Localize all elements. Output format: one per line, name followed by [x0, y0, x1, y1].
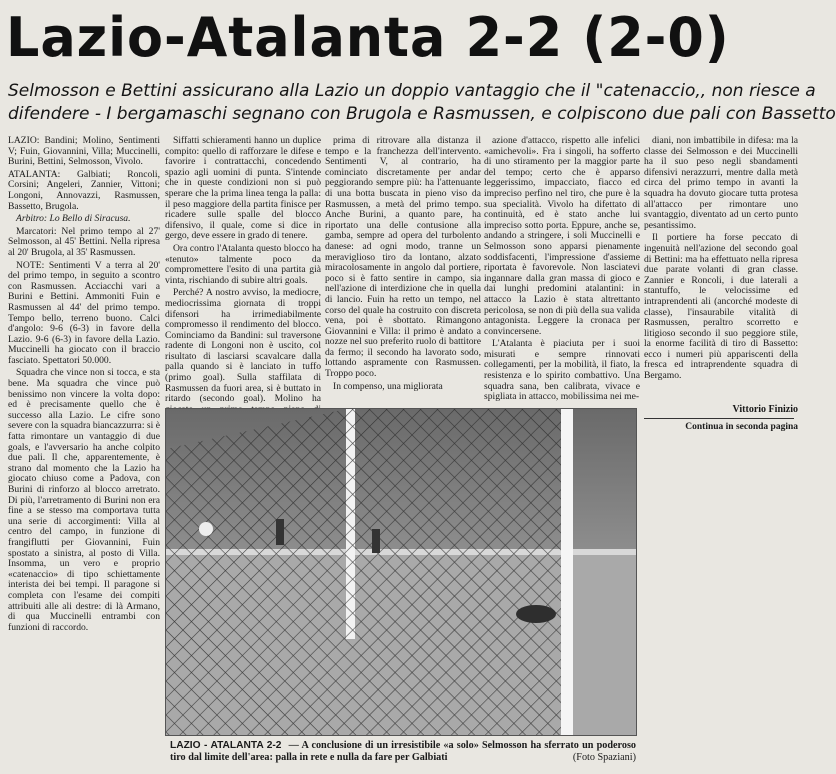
scorers: Marcatori: Nel primo tempo al 27' Selmosson, al 45' Bettini. Nella ripresa al 20' Brugola, al 35' Rasmussen.: [8, 225, 160, 258]
caption-text: — A conclusione di un irresistibile «a solo» Selmosson ha sferrato un poderoso tiro dal limite dell'area: palla in rete e nulla da fare per Galbiati: [170, 740, 637, 763]
match-notes: NOTE: Sentimenti V a terra al 20' del primo tempo, in seguito a scontro con Rasmussen. Acciacchi vari a Burini e Bettini. Ammoniti Fuin e Rasmussen al 44' del primo tempo. Tempo bello, terreno buono. Calci d'angolo: 9-6 (6-3) in favore della Lazio. 9-6 (6-3) in favore della Lazio. Muccinelli ha giocato con il braccio fasciato. Spettatori 50.000.: [8, 259, 160, 366]
article-paragraph: diani, non imbattibile in difesa: ma la classe dei Selmosson e dei Muccinelli ha il suo peso negli sbandamenti difensivi nerazzurri, mentre dalla metà circa del primo tempo in avanti la squadra ha dovuto giocare tutta protesa all'attacco per rimontare uno svantaggio, diventato ad un certo punto pesantissimo.: [644, 135, 798, 231]
article-paragraph: Squadra che vince non si tocca, e sta bene. Ma squadra che vince può benissimo non vincere la volta dopo: ed è precisamente quello che è successo alla Lazio. Le cifre sono severe con la squadra biancazzurra: si è fatta rimontare un vantaggio di due goals, e l'avversario ha anche colpito due pali. Il che, apparentemente, è strano dal momento che la Lazio ha giocato chiuso come a Padova, con Burini di rinforzo al blocco arretrato. Di più, l'arretramento di Burini non era fine a se stesso ma comportava tutta una serie di accorgimenti: Villa al centro del campo, in funzione di frangiflutti per Giovannini, Fuin spostato a sinistra, al posto di Villa. Insomma, un vero e proprio «catenaccio» di tipo schiettamente interista dei bei tempi. Il paragone si completa con l'esame dei compiti attribuiti alle ali destre: di là Armano, di qua Muccinelli entrambi con funzioni di raccordo.: [8, 367, 160, 633]
article-column-1: [8, 135, 160, 633]
article-paragraph: L'Atalanta è piaciuta per i suoi misurati e sempre rinnovati collegamenti, per la mobilità, il fiato, la resistenza e lo spirito combattivo. Una squadra sana, ben calibrata, vivace e spigliata in attacco, mobilissima nei me-: [484, 338, 640, 403]
article-paragraph: Siffatti schieramenti hanno un duplice compito: quello di rafforzare le difese e favorire i contrattacchi, concedendo spazio agli uomini di punta. S'intende che in queste condizioni non si può sperare che la prima linea tenga la palla: il peso maggiore della partita finisce per ricadere sulle spalle del blocco difensivo, il quale, come si dice in gergo, deve essere in grado di tenere.: [165, 135, 321, 242]
continued-note: Continua in seconda pagina: [685, 422, 798, 432]
ball-icon: [199, 522, 213, 536]
subheadline-line-2: difendere - I bergamaschi segnano con Brugola e Rasmussen, e colpiscono due pali con Bassetto: [8, 104, 836, 124]
article-paragraph: In compenso, una migliorata: [333, 380, 443, 392]
goal-net: [166, 409, 561, 735]
subheadline-line-1: Selmosson e Bettini assicurano alla Lazio un doppio vantaggio che il "catenaccio,, non riesce a: [8, 81, 816, 101]
lineup-atalanta: ATALANTA: Galbiati; Roncoli, Corsini; Angeleri, Zannier, Vittoni; Longoni, Annovazzi, Rasmussen, Bassetto, Brugola.: [8, 168, 160, 212]
player: [276, 519, 284, 545]
goalkeeper: [516, 605, 556, 623]
photo-caption: [170, 740, 636, 764]
player: [372, 529, 380, 553]
subheadline: [8, 80, 836, 132]
article-paragraph: Perché? A nostro avviso, la mediocre, mediocrissima giornata di troppi difensori ha irrimediabilmente compromesso il rendimento del blocco. Cominciamo da Bandini: sul traversone radente di Longoni non è uscito, col risultato di lasciarsi scavalcare dalla palla quando si è lanciato in tuffo (primo goal). Sulla staffilata di Rasmussen da fuori area, si è buttato in ritardo (secondo goal). Molino ha: [165, 287, 321, 405]
goal-scene-illustration: [166, 409, 636, 735]
photo-credit: (Foto Spaziani): [572, 752, 636, 763]
goal-post: [561, 409, 573, 735]
article-paragraph: azione d'attacco, rispetto alle infelici «amichevoli». Fra i singoli, ha sofferto di uno stiramento per la maggior parte del tempo; certo che è apparso leggerissimo, impacciato, fiacco ed impreciso perfino nel tiro, che pure è la sua specialità. Vivolo ha difettato di continuità, ed è stato anche lui impreciso sotto porta. Eppure, anche se, andando a stringere, i soli Muccinelli e Selmosson sono apparsi pienamente soddisfacenti, l'impressione d'assieme riportata è favorevole. Non lasciatevi ingannare dalla gran massa di gioco e dai lunghi predomini atalantini: in attacco la Lazio è stata altrettanto pericolosa, se non di più della sua valida antagonista. Leggere la cronaca per convincersene.: [484, 135, 640, 337]
headline: Lazio-Atalanta 2-2 (2-0): [6, 6, 730, 69]
article-column-4: [484, 136, 640, 404]
article-column-2: [165, 136, 321, 404]
referee: Arbitro: Lo Bello di Siracusa.: [16, 213, 131, 225]
divider: [644, 418, 794, 419]
article-column-5: [644, 136, 798, 404]
byline: Vittorio Finizio: [732, 404, 798, 415]
caption-title: LAZIO - ATALANTA 2-2: [170, 740, 282, 751]
article-column-3: [325, 136, 481, 404]
article-paragraph: prima di ritrovare alla distanza il tempo e la franchezza dell'intervento. Sentimenti V, al contrario, ha cominciato discretamente per andar peggiorando sempre più: ha l'attenuante di una botta buscata in pieno viso da Rasmussen, a metà del primo tempo. Anche Burini, a quanto pare, ha riportato una delle contusione alla gamba, sempre ad opera del turbolento danese: ad ogni modo, tranne un meraviglioso tiro da lontano, alzato miracolosamente in angolo dal portiere, poco si è fatto sentire in campo, sia nell'azione di interdizione che in quella di lancio. Fuin ha retto un tempo, nel corso del quale ha costruito con discreta vena, poi è sbottato. Rimangono Giovannini e Villa: il primo è andato a nozze nel suo preferito ruolo di battitore da fermo; il secondo ha lavorato sodo, lottando aspramente con Rasmussen. Troppo poco.: [325, 135, 481, 380]
lineup-lazio: LAZIO: Bandini; Molino, Sentimenti V; Fuin, Giovannini, Villa; Muccinelli, Burini, Bettini, Selmosson, Vivolo.: [8, 135, 160, 168]
match-photo: [165, 408, 637, 736]
article-paragraph: Il portiere ha forse peccato di ingenuità nell'azione del secondo goal di Bettini: ma ha effettuato nella ripresa due parate volanti di gran classe. Zannier e Roncoli, i due laterali a stantuffo, le velocissime ed intraprendenti ali (ancorché modeste di classe), l'insaurabile vitalità di Rasmussen, peraltro scorretto e litigioso secondo il suo peggiore stile, la enorme facilità di tiro di Bassetto: ecco i numeri più appariscenti della fresca ed intraprendente squadra di Bergamo.: [644, 232, 798, 382]
article-paragraph: Ora contro l'Atalanta questo blocco ha «tenuto» talmente poco da compromettere l'esito di una partita già vinta, rischiando di subire altri goals.: [165, 242, 321, 286]
